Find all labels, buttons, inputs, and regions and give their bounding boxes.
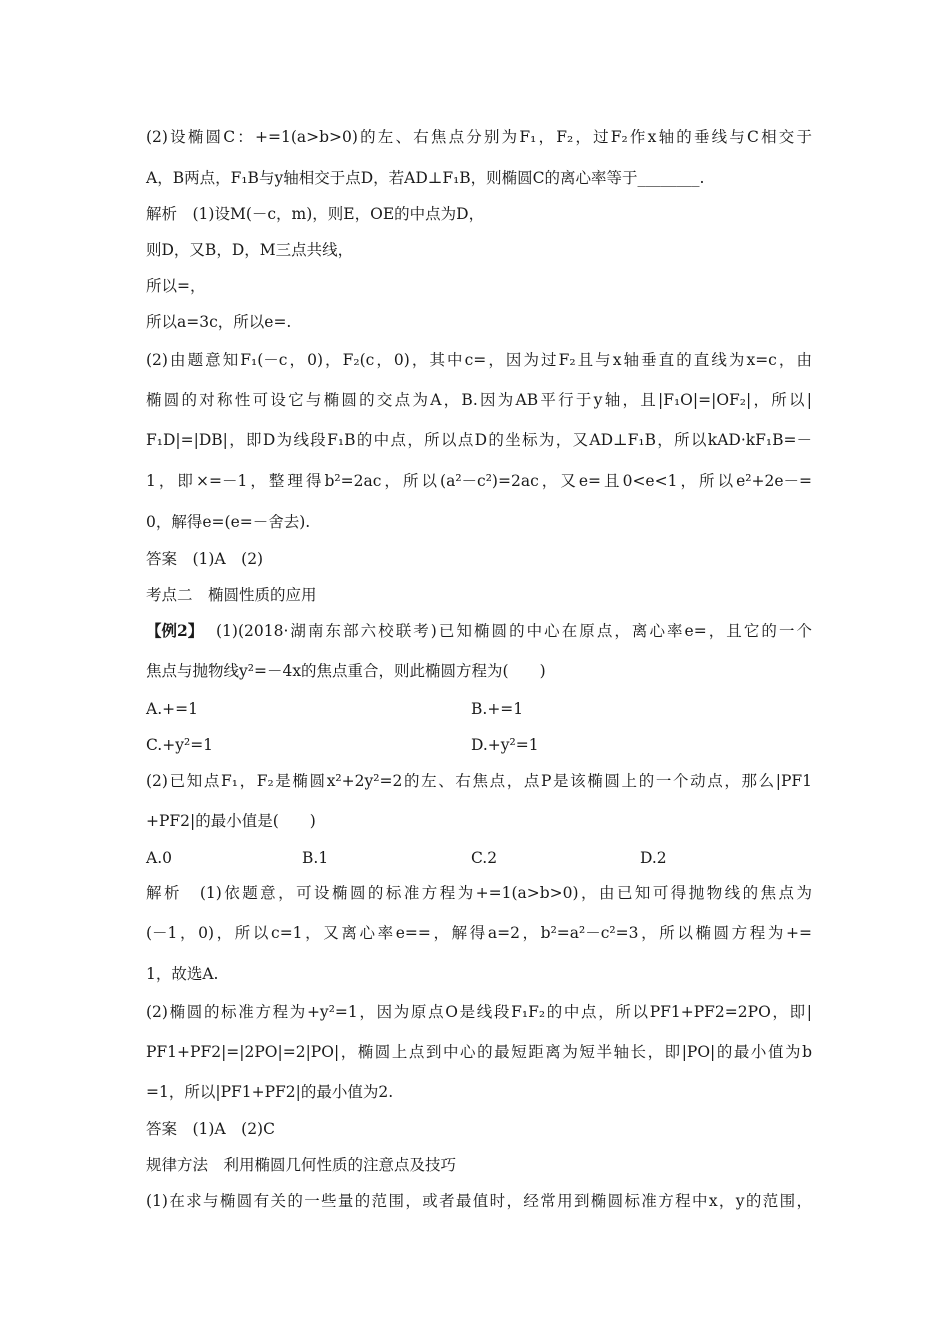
option-b: B.+=1 (471, 700, 524, 718)
text-line: 1，故选A. (146, 965, 219, 983)
text-line: +PF2|的最小值是( ) (146, 812, 316, 830)
text-line: (1)(2018·湖南东部六校联考)已知椭圆的中心在原点，离心率e=，且它的一个 (216, 622, 812, 640)
option-d: D.+y²=1 (471, 736, 539, 754)
text-line: 则D，又B，D，M三点共线， (146, 241, 354, 259)
option-b: B.1 (302, 849, 329, 867)
text-line: (2)设椭圆C：+=1(a>b>0)的左、右焦点分别为F₁，F₂，过F₂作x轴的垂线与C相交于 (146, 128, 812, 146)
text-line: 0，解得e=(e=－舍去). (146, 513, 311, 531)
answer-line: 答案 (1)A (2) (146, 550, 264, 568)
example-label: 【例2】 (146, 621, 204, 640)
option-a: A.+=1 (146, 700, 198, 718)
text-line: F₁D|=|DB|，即D为线段F₁B的中点，所以点D的坐标为，又AD⊥F₁B，所以kAD·kF₁B=－ (146, 431, 812, 449)
analysis-line: 解析 (1)依题意，可设椭圆的标准方程为+=1(a>b>0)，由已知可得抛物线的焦点为 (146, 884, 812, 902)
text-line: (2)椭圆的标准方程为+y²=1，因为原点O是线段F₁F₂的中点，所以PF1+PF2=2PO，即| (146, 1003, 812, 1021)
option-c: C.2 (471, 849, 498, 867)
answer-line: 答案 (1)A (2)C (146, 1120, 275, 1138)
text-line: (－1，0)，所以c=1，又离心率e==，解得a=2，b²=a²－c²=3，所以椭圆方程为+= (146, 924, 812, 942)
text-line: (2)由题意知F₁(－c，0)，F₂(c，0)，其中c=，因为过F₂且与x轴垂直的直线为x=c，由 (146, 351, 812, 369)
text-line: 所以=， (146, 277, 206, 295)
text-line: 焦点与抛物线y²=－4x的焦点重合，则此椭圆方程为( ) (146, 662, 546, 680)
section-heading: 规律方法 利用椭圆几何性质的注意点及技巧 (146, 1156, 457, 1174)
section-heading: 考点二 椭圆性质的应用 (146, 586, 317, 604)
text-line: (2)已知点F₁，F₂是椭圆x²+2y²=2的左、右焦点，点P是该椭圆上的一个动点，那么|PF1 (146, 772, 812, 790)
text-line: A，B两点，F₁B与y轴相交于点D，若AD⊥F₁B，则椭圆C的离心率等于________. (146, 169, 705, 187)
text-line: 椭圆的对称性可设它与椭圆的交点为A，B.因为AB平行于y轴，且|F₁O|=|OF₂|，所以| (146, 391, 812, 409)
text-line: 1，即×=－1，整理得b²=2ac，所以(a²－c²)=2ac，又e=且0<e<1，所以e²+2e－= (146, 472, 812, 490)
text-line: 所以a=3c，所以e=. (146, 313, 292, 331)
text-line: =1，所以|PF1+PF2|的最小值为2. (146, 1083, 394, 1101)
option-c: C.+y²=1 (146, 736, 214, 754)
option-d: D.2 (640, 849, 667, 867)
option-a: A.0 (146, 849, 172, 867)
analysis-line: 解析 (1)设M(－c，m)，则E，OE的中点为D， (146, 205, 485, 223)
text-line: PF1+PF2|=|2PO|=2|PO|，椭圆上点到中心的最短距离为短半轴长，即|PO|的最小值为b (146, 1043, 812, 1061)
text-line: (1)在求与椭圆有关的一些量的范围，或者最值时，经常用到椭圆标准方程中x，y的范围， (146, 1192, 812, 1210)
